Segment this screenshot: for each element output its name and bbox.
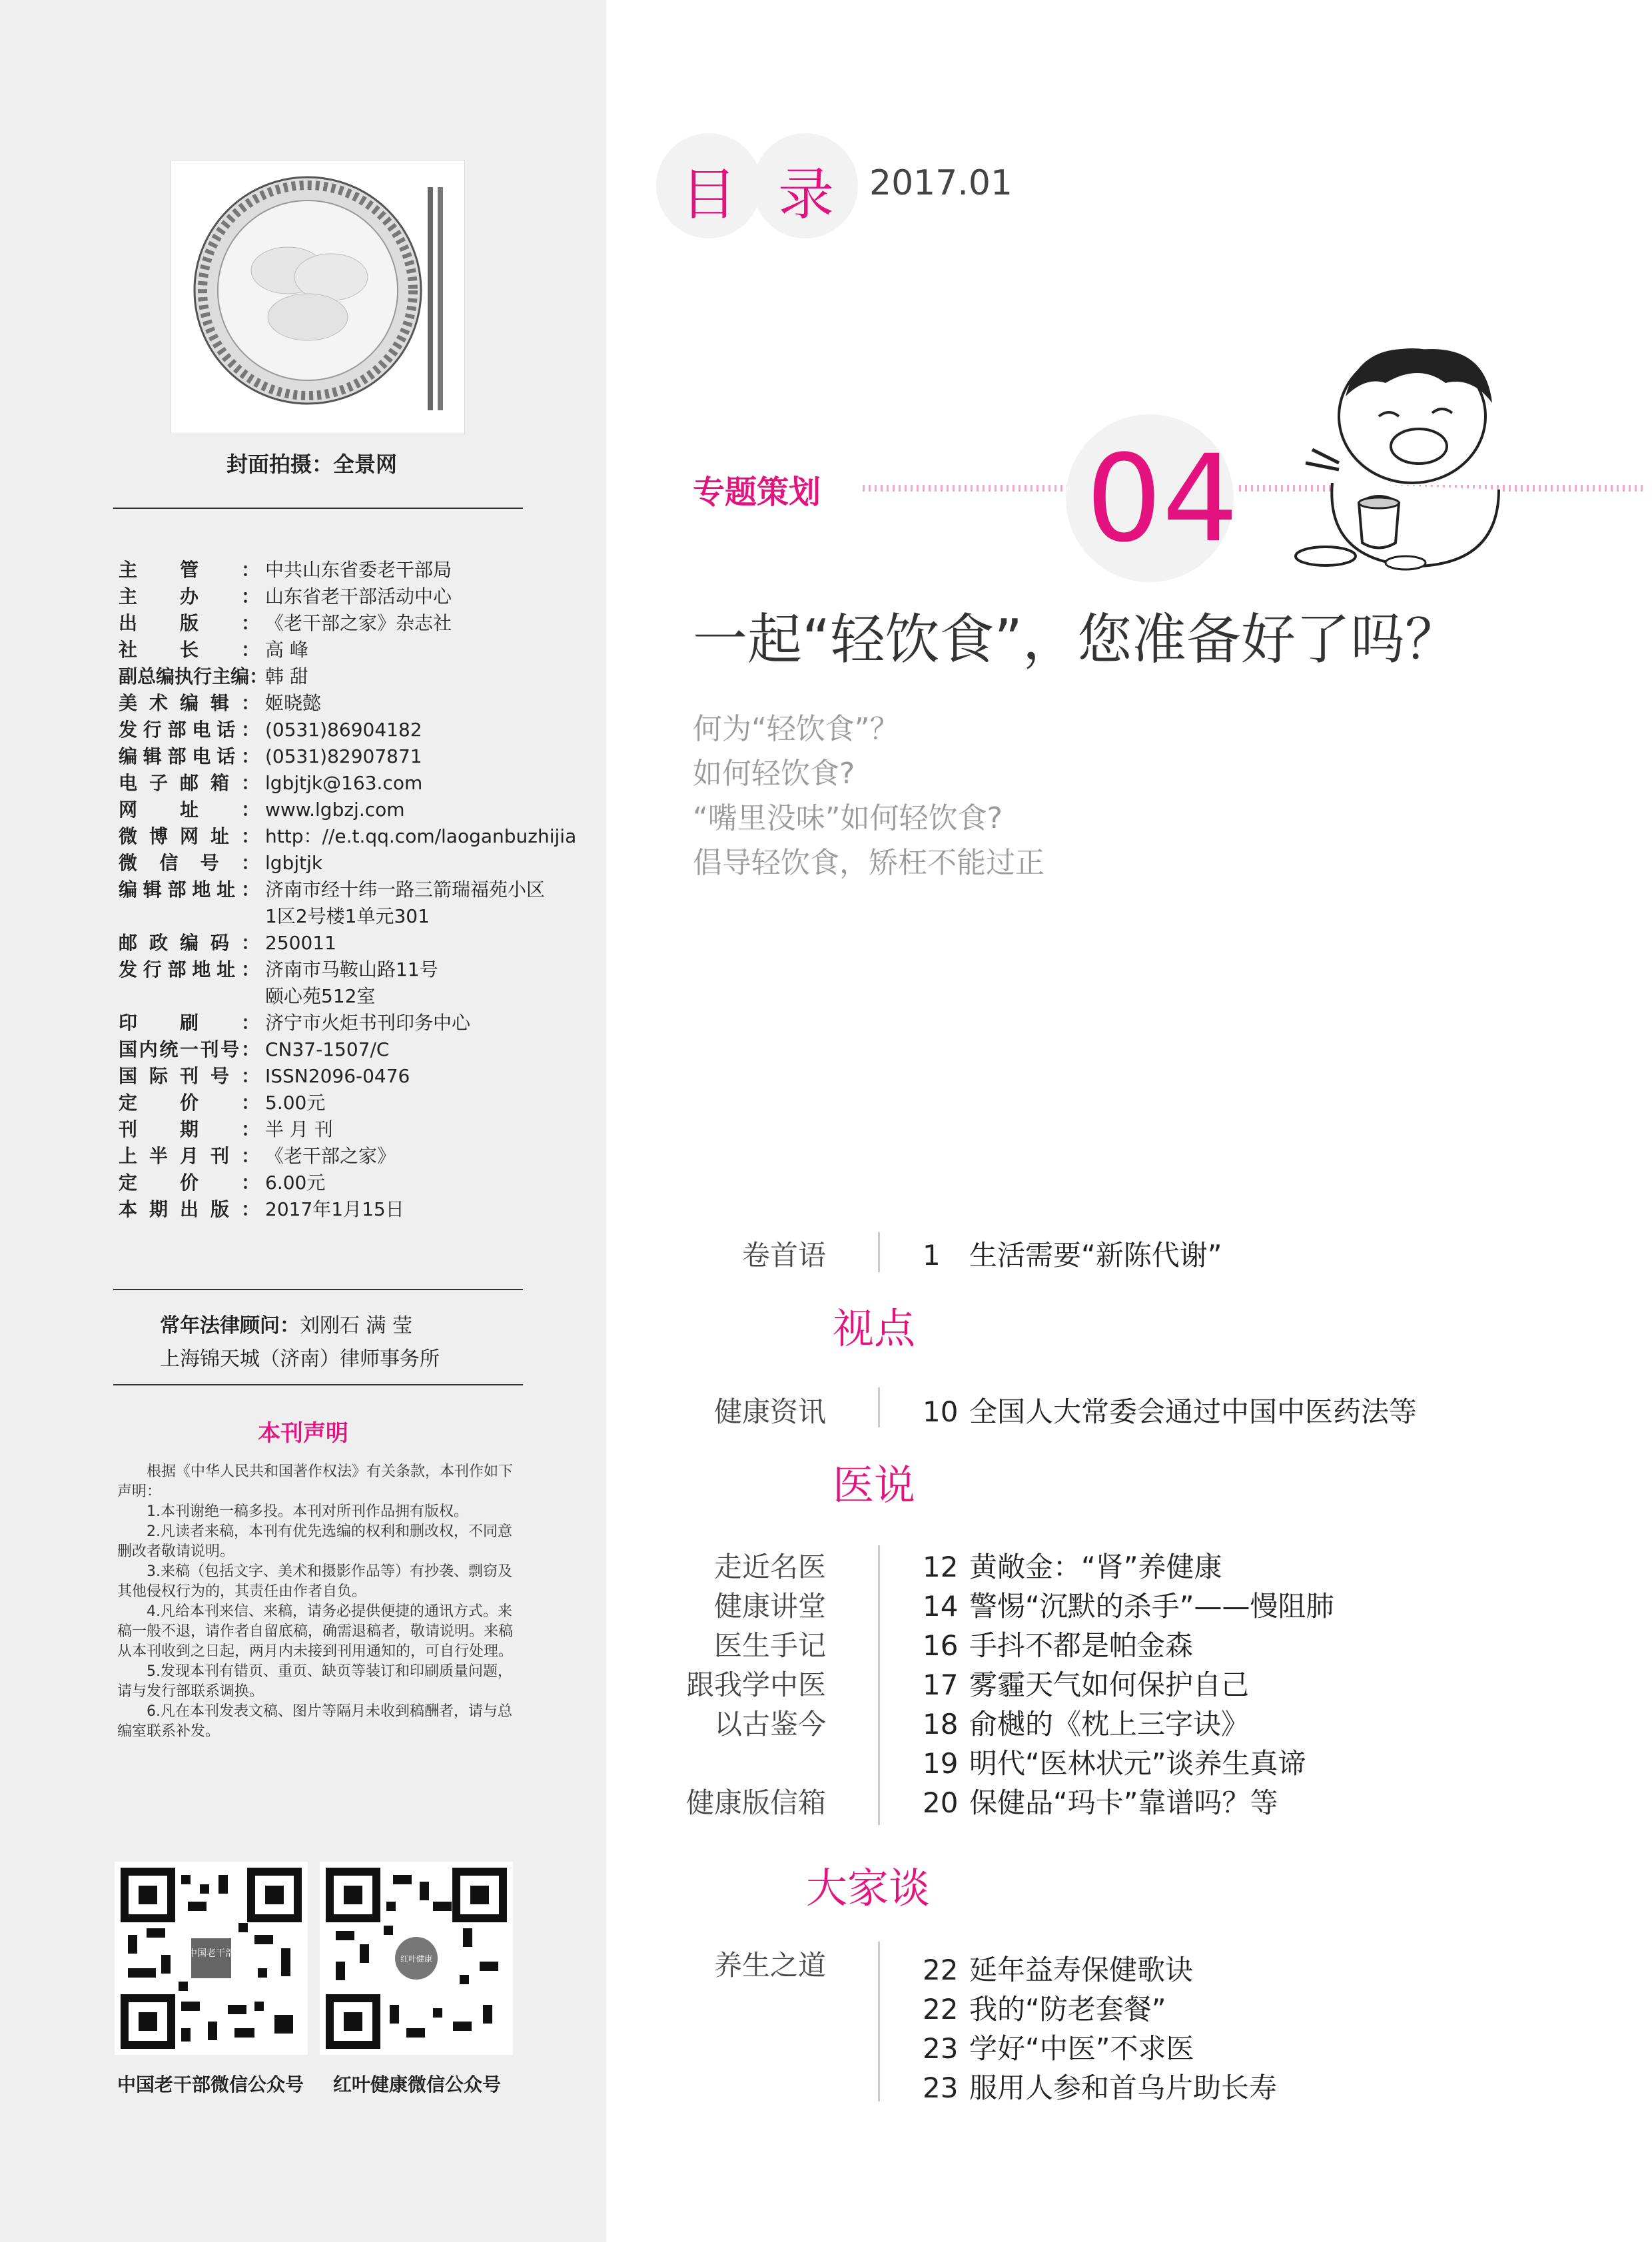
masthead-value: 中共山东省委老干部局: [265, 559, 452, 581]
masthead-row: [119, 1143, 598, 1170]
column-health-way: 养生之道: [713, 1949, 826, 1982]
column-health-news: 健康资讯: [713, 1395, 826, 1428]
masthead-label: 主 办 ：: [119, 585, 260, 607]
toc-item[interactable]: 1 生活需要“新陈代谢”: [923, 1239, 1222, 1272]
statement-paragraph: 2.凡读者来稿，本刊有优先选编的权利和删改权，不同意删改者敬请说明。: [117, 1523, 512, 1560]
qr-code-icon: [115, 1862, 308, 2055]
masthead-label: 发 行 部 地 址 ：: [119, 958, 260, 980]
qr-2-center-text: 红叶健康: [400, 1954, 433, 1964]
statement-paragraph: 1.本刊谢绝一稿多投。本刊对所刊作品拥有版权。: [147, 1503, 468, 1520]
masthead-value: 5.00元: [265, 1092, 326, 1114]
masthead-value: 半 月 刊: [265, 1118, 333, 1140]
qr-code-2[interactable]: [320, 1862, 513, 2055]
masthead-label: 电 子 邮 箱 ：: [119, 772, 260, 794]
masthead-label: 美 术 编 辑 ：: [119, 692, 260, 714]
column-5: 以古鉴今: [713, 1708, 826, 1740]
section-title-viewpoint: 视点: [833, 1304, 916, 1353]
masthead-row: [119, 610, 598, 637]
masthead-row: [119, 1063, 598, 1090]
qr-code-icon: [320, 1862, 513, 2055]
masthead-value: lgbjtjk: [265, 852, 323, 874]
toc-item[interactable]: 23 服用人参和首乌片助长寿: [923, 2071, 1278, 2104]
column-4: 跟我学中医: [685, 1669, 826, 1701]
feature-label: 专题策划: [693, 474, 821, 511]
issue-date: 2017.01: [869, 163, 1013, 203]
masthead-row: [119, 1036, 598, 1063]
masthead-label: 副 总 编 执 行 主 编 ：: [119, 665, 268, 687]
masthead-value: 济宁市火炬书刊印务中心: [265, 1012, 471, 1034]
masthead-value: (0531)82907871: [265, 745, 422, 767]
masthead-row: [119, 1116, 598, 1143]
statement-paragraph: 根据《中华人民共和国著作权法》有关条款，本刊作如下声明：: [117, 1463, 514, 1500]
masthead-row: [119, 743, 598, 770]
column-2: 健康讲堂: [713, 1590, 826, 1623]
statement-body: [117, 1462, 524, 1742]
masthead-list: [119, 557, 598, 1223]
toc-item[interactable]: 12 黄敞金：“肾”养健康: [923, 1551, 1222, 1583]
masthead-row: [119, 1090, 598, 1116]
divider: [113, 1384, 523, 1385]
section-title-medicine: 医说: [833, 1461, 916, 1509]
masthead-label: 邮 政 编 码 ：: [119, 932, 260, 954]
column-divider: [878, 1545, 880, 1825]
dumpling-plate-icon: [171, 161, 464, 434]
section-title-discussion: 大家谈: [806, 1864, 931, 1912]
legal-label: 常年法律顾问：: [160, 1314, 300, 1337]
masthead-value: ISSN2096-0476: [265, 1065, 410, 1087]
statement-paragraph: 6.凡在本刊发表文稿、图片等隔月未收到稿酬者，请与总编室联系补发。: [117, 1703, 512, 1740]
masthead-value: 济南市经十纬一路三箭瑞福苑小区 1区2号楼1单元301: [265, 879, 546, 927]
masthead-label: 定 价 ：: [119, 1092, 260, 1114]
divider: [113, 508, 523, 509]
masthead-label: 发 行 部 电 话 ：: [119, 719, 260, 741]
toc-item[interactable]: 22 我的“防老套餐”: [923, 1993, 1166, 2026]
masthead-row: [119, 823, 598, 850]
masthead-row: [119, 663, 598, 690]
masthead-label: 印 刷 ：: [119, 1012, 260, 1034]
toc-item[interactable]: 14 警惕“沉默的杀手”——慢阻肺: [923, 1590, 1334, 1623]
feature-page-number: 04: [1086, 430, 1239, 569]
toc-item[interactable]: 16 手抖不都是帕金森: [923, 1629, 1194, 1662]
toc-item[interactable]: 10 全国人大常委会通过中国中医药法等: [923, 1395, 1418, 1428]
masthead-label: 网 址 ：: [119, 799, 260, 821]
cartoon-man-eating-icon: [1286, 336, 1525, 576]
masthead-label: 上 半 月 刊 ：: [119, 1145, 260, 1167]
masthead-value: 山东省老干部活动中心: [265, 585, 452, 607]
masthead-label: 编 辑 部 电 话 ：: [119, 745, 260, 767]
column-3: 医生手记: [713, 1629, 826, 1662]
masthead-value: 250011: [265, 932, 336, 954]
masthead-row: [119, 557, 598, 583]
toc-item[interactable]: 17 雾霾天气如何保护自己: [923, 1669, 1250, 1701]
masthead-value: 6.00元: [265, 1172, 326, 1194]
feature-dotline: [863, 485, 1076, 492]
masthead-label: 编 辑 部 地 址 ：: [119, 879, 260, 901]
cover-image: [171, 160, 465, 434]
column-divider: [878, 1232, 880, 1272]
masthead-label: 定 价 ：: [119, 1172, 260, 1194]
column-1: 走近名医: [713, 1551, 826, 1583]
column-preface: 卷首语: [741, 1239, 826, 1272]
feature-sub-3[interactable]: “嘴里没味”如何轻饮食?: [693, 801, 1003, 835]
qr-code-1[interactable]: [115, 1862, 308, 2055]
masthead-label: 微 博 网 址 ：: [119, 825, 260, 847]
statement-title: 本刊声明: [258, 1420, 348, 1447]
masthead-row: [119, 1170, 598, 1196]
masthead-label: 社 长 ：: [119, 639, 260, 661]
masthead-label: 国 际 刊 号 ：: [119, 1065, 260, 1087]
masthead-row: [119, 877, 598, 930]
feature-headline[interactable]: 一起“轻饮食”，您准备好了吗？: [693, 608, 1459, 671]
legal-counsel: [160, 1309, 440, 1376]
masthead-row: [119, 690, 598, 717]
divider: [113, 1289, 523, 1290]
cover-caption: 封面拍摄：全景网: [226, 452, 398, 477]
masthead-row: [119, 797, 598, 823]
column-divider: [878, 1942, 880, 2101]
toc-title-char-2: 录: [778, 162, 835, 227]
masthead-value: 姬晓懿: [265, 692, 322, 714]
masthead-row: [119, 717, 598, 743]
masthead-label: 刊 期 ：: [119, 1118, 260, 1140]
column-divider: [878, 1387, 880, 1427]
masthead-label: 主 管 ：: [119, 559, 260, 581]
toc-title-char-1: 目: [681, 162, 737, 227]
masthead-value: 《老干部之家》: [265, 1145, 396, 1167]
masthead-row: [119, 1010, 598, 1036]
masthead-value: 高 峰: [265, 639, 308, 661]
statement-paragraph: 5.发现本刊有错页、重页、缺页等装订和印刷质量问题，请与发行部联系调换。: [117, 1663, 512, 1700]
masthead-label: 本 期 出 版 ：: [119, 1198, 260, 1220]
column-7: 健康版信箱: [685, 1786, 826, 1819]
qr-1-center-text: 中国老干部: [188, 1948, 234, 1959]
masthead-row: [119, 770, 598, 797]
masthead-row: [119, 930, 598, 956]
masthead-value: (0531)86904182: [265, 719, 422, 741]
legal-firm: 上海锦天城（济南）律师事务所: [160, 1347, 440, 1371]
toc-item[interactable]: 22 延年益寿保健歌诀: [923, 1954, 1194, 1986]
masthead-value: www.lgbzj.com: [265, 799, 405, 821]
statement-paragraph: 4.凡给本刊来信、来稿，请务必提供便捷的通讯方式。来稿一般不退，请作者自留底稿，确需退稿者，敬请说明。来稿从本刊收到之日起，两月内未接到刊用通知的，可自行处理。: [117, 1603, 514, 1660]
masthead-row: [119, 850, 598, 877]
feature-sub-2[interactable]: 如何轻饮食?: [693, 757, 855, 791]
masthead-value: 韩 甜: [265, 665, 308, 687]
masthead-sidebar: [0, 0, 606, 2242]
toc-item[interactable]: 20 保健品“玛卡”靠谱吗？等: [923, 1786, 1278, 1819]
masthead-value: CN37-1507/C: [265, 1038, 390, 1060]
masthead-value: 《老干部之家》杂志社: [265, 612, 452, 634]
toc-item[interactable]: 18 俞樾的《枕上三字诀》: [923, 1708, 1250, 1740]
statement-paragraph: 3.来稿（包括文字、美术和摄影作品等）有抄袭、剽窃及其他侵权行为的，其责任由作者自负。: [117, 1563, 512, 1600]
masthead-row: [119, 1196, 598, 1223]
toc-item[interactable]: 19 明代“医林状元”谈养生真谛: [923, 1747, 1306, 1780]
toc-item[interactable]: 23 学好“中医”不求医: [923, 2032, 1194, 2065]
masthead-row: [119, 637, 598, 663]
feature-sub-4[interactable]: 倡导轻饮食，矫枉不能过正: [693, 846, 1044, 880]
masthead-row: [119, 956, 598, 1010]
qr-caption-2: 红叶健康微信公众号: [333, 2073, 502, 2095]
masthead-value: 济南市马鞍山路11号 颐心苑512室: [265, 958, 438, 1007]
masthead-label: 国 内 统 一 刊 号 ：: [119, 1038, 260, 1060]
masthead-value: http：//e.t.qq.com/laoganbuzhijia: [265, 825, 577, 847]
masthead-label: 出 版 ：: [119, 612, 260, 634]
masthead-row: [119, 583, 598, 610]
masthead-label: 微 信 号 ：: [119, 852, 260, 874]
qr-caption-1: 中国老干部微信公众号: [117, 2073, 304, 2095]
feature-sub-1[interactable]: 何为“轻饮食”？: [693, 712, 899, 746]
masthead-value: lgbjtjk@163.com: [265, 772, 423, 794]
masthead-value: 2017年1月15日: [265, 1198, 404, 1220]
legal-names: 刘刚石 满 莹: [300, 1314, 413, 1337]
